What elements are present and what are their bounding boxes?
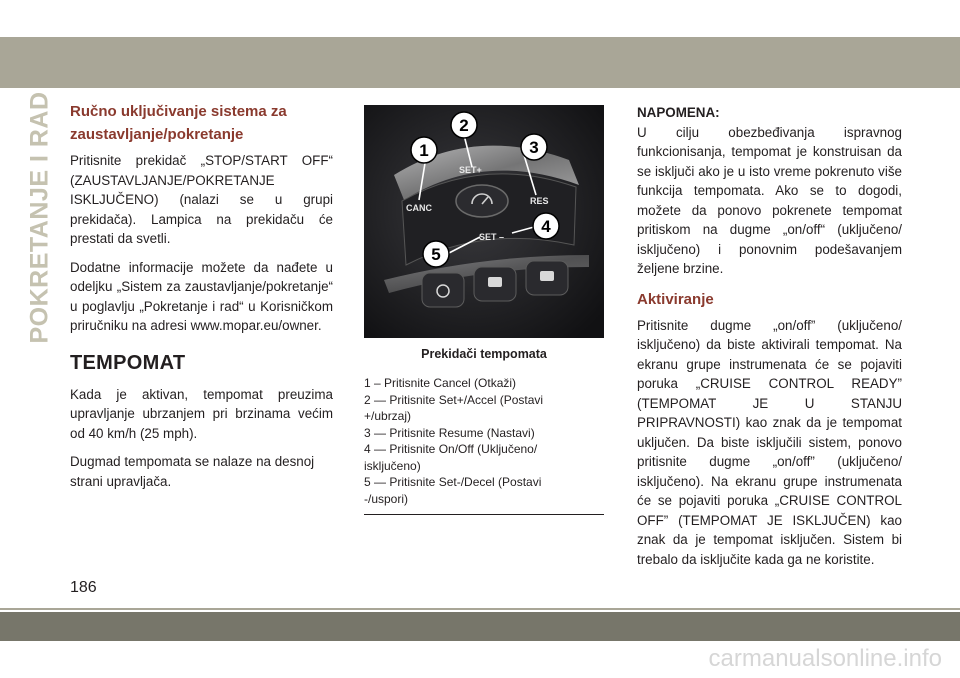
- aktiviranje-paragraph: Pritisnite dugme „on/off” (uključeno/ isključeno) da biste aktivirali tempomat. Na ekranu grupe instrumenata će se pojaviti poruka „CRUISE CONTROL READY” (TEMPOMAT JE U STANJU PRIPRAVNOSTI) kao znak da je tempomat uključen. Da biste isključili sistem, ponovo pritisnite dugme „on/off” (uključeno/ isključeno). Na ekranu grupe instrumenata će se pojaviti poruka „CRUISE CONTROL OFF” (TEMPOMAT JE ISKLJUČEN) kao znak da je tempomat isključen. Sistem bi trebalo da isključite kada ga ne koristite.: [637, 317, 902, 567]
- callout-5: 5: [431, 245, 441, 264]
- legend-line: 5 — Pritisnite Set-/Decel (Postavi: [364, 475, 542, 489]
- legend-line: -/uspori): [364, 491, 409, 506]
- left-column: [70, 100, 333, 500]
- callout-2: 2: [459, 116, 469, 135]
- res-button-label: RES: [530, 196, 549, 206]
- tempomat-paragraph-1: Kada je aktivan, tempomat preuzima upravljanje ubrzanjem pri brzinama većim od 40 km/h (25 mph).: [70, 386, 333, 441]
- canc-button-label: CANC: [406, 203, 432, 213]
- note-text: U cilju obezbeđivanja ispravnog funkcionisanja, tempomat je konstruisan da se isključi ako je u isto vreme pokrenuto više funkcija tempomata. Ako se to dogodi, možete da ponovo pokrenete tempomat pritiskom na dugme „on/off“ (uključeno/ isključeno) i ponovnim podešavanjem željene brzine.: [637, 124, 902, 276]
- legend-line: +/ubrzaj): [364, 409, 412, 423]
- cruise-control-switches-image: [364, 105, 604, 338]
- footer-band: [0, 612, 960, 641]
- chapter-side-tab-label: POKRETANJE I RAD: [25, 91, 54, 344]
- figure-legend: [364, 375, 604, 507]
- aktiviranje-heading: Aktiviranje: [637, 290, 714, 308]
- chapter-side-tab: [22, 91, 58, 344]
- left-paragraph-1: Pritisnite prekidač „STOP/START OFF“ (ZAUSTAVLJANJE/POKRETANJE ISKLJUČENO) (nalazi se u grupi prekidača). Lampica na prekidaču će prestati da svetli.: [70, 153, 333, 246]
- legend-line: 3 — Pritisnite Resume (Nastavi): [364, 425, 535, 440]
- legend-line: isključeno): [364, 458, 421, 473]
- note-title: NAPOMENA:: [637, 105, 720, 120]
- manual-stop-start-heading: Ručno uključivanje sistema za zaustavljanje/pokretanje: [70, 103, 287, 143]
- top-band: [0, 37, 960, 88]
- tempomat-section-title: TEMPOMAT: [70, 351, 186, 374]
- watermark-text: carmanualsonline.info: [708, 645, 942, 672]
- left-paragraph-2: Dodatne informacije možete da nađete u odeljku „Sistem za zaustavljanje/pokretanje“ u poglavlju „Pokretanje i rad“ u Korisničkom priručniku na adresi www.mopar.eu/owner.: [70, 259, 333, 333]
- set-minus-button-label: SET –: [479, 232, 505, 242]
- steering-wheel-illustration: [364, 105, 604, 338]
- legend-line: 2 — Pritisnite Set+/Accel (Postavi: [364, 392, 544, 407]
- right-column: [637, 103, 902, 578]
- footer-rule: [0, 608, 960, 610]
- callout-1: 1: [419, 141, 429, 160]
- set-plus-button-label: SET+: [459, 165, 482, 175]
- legend-line: 4 — Pritisnite On/Off (Uključeno/: [364, 442, 538, 456]
- callout-3: 3: [529, 138, 539, 157]
- page-number: 186: [70, 579, 97, 596]
- callout-4: 4: [541, 217, 551, 236]
- figure-column: [364, 105, 604, 515]
- legend-line: 1 – Pritisnite Cancel (Otkaži): [364, 376, 517, 390]
- figure-caption: Prekidači tempomata: [421, 347, 547, 361]
- tempomat-paragraph-2: Dugmad tempomata se nalaze na desnoj strani upravljača.: [70, 454, 315, 489]
- legend-divider: [364, 514, 604, 515]
